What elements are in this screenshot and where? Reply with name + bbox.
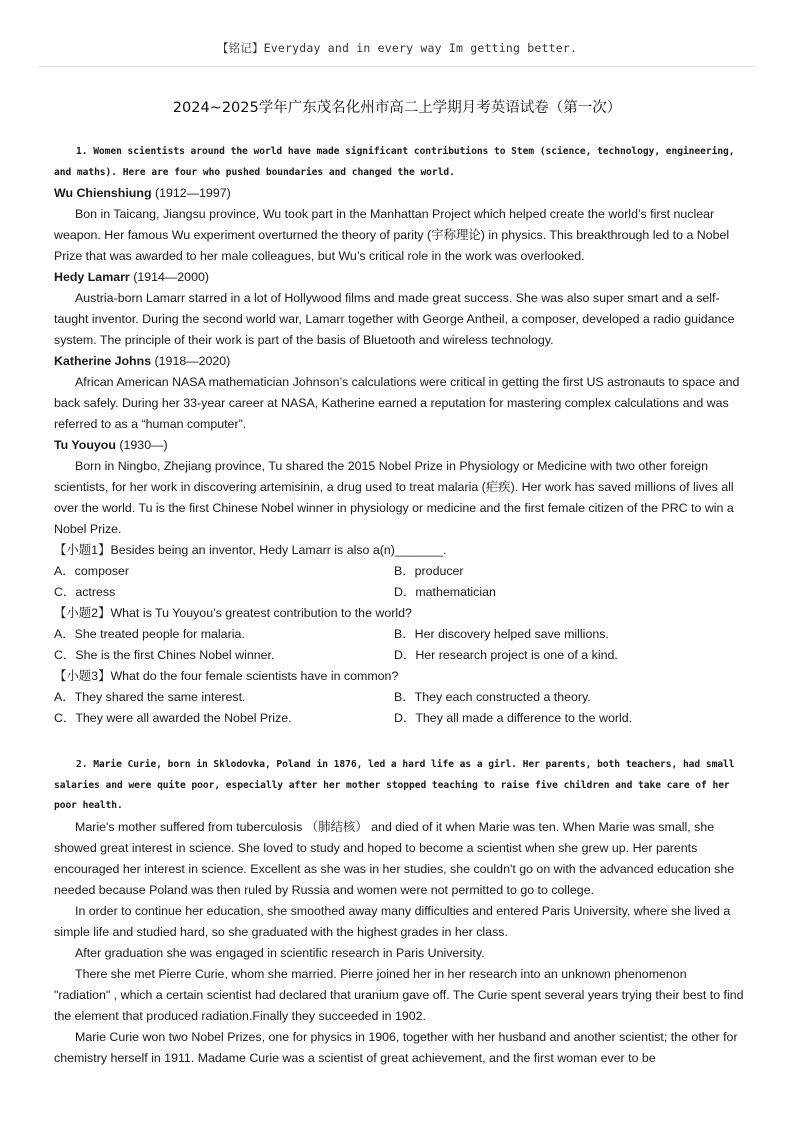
option-row bbox=[54, 561, 744, 582]
passage2-intro bbox=[54, 755, 744, 817]
question-stem: 【小题1】Besides being an inventor, Hedy Lamarr is also a(n)_______. bbox=[54, 543, 447, 557]
option-d: D．mathematician bbox=[394, 585, 496, 599]
question-stem: 【小题3】What do the four female scientists have in common? bbox=[54, 669, 399, 683]
option-a: A．They shared the same interest. bbox=[54, 690, 246, 704]
person-heading bbox=[54, 183, 744, 204]
person-name: Wu Chienshiung bbox=[54, 186, 152, 200]
option-row bbox=[54, 708, 744, 729]
option-d: D．They all made a difference to the world. bbox=[394, 711, 633, 725]
passage1-intro bbox=[54, 142, 744, 183]
passage1-intro-text: Women scientists around the world have made significant contributions to Stem (science, technology, engineering, and maths). Here are four who pushed boundaries and changed the world. bbox=[54, 146, 735, 178]
option-row bbox=[54, 645, 744, 666]
option-c: C．They were all awarded the Nobel Prize. bbox=[54, 711, 292, 725]
option-row bbox=[54, 687, 744, 708]
person-years: (1912—1997) bbox=[151, 186, 231, 200]
person-heading bbox=[54, 435, 744, 456]
page-title: 2024~2025学年广东茂名化州市高二上学期月考英语试卷（第一次） bbox=[172, 100, 622, 116]
option-c: C．actress bbox=[54, 585, 116, 599]
page-header-motto: 【铭记】Everyday and in every way Im getting better. bbox=[216, 41, 578, 55]
person-paragraph: African American NASA mathematician Johnson’s calculations were critical in getting the first US astronauts to space and back safely. During her 33-year career at NASA, Katherine earned a reputation for mastering complex calculations and was referred to as a “human computer”. bbox=[54, 375, 740, 431]
option-row bbox=[54, 624, 744, 645]
header-divider bbox=[38, 66, 756, 67]
person-paragraph: Austria-born Lamarr starred in a lot of Hollywood films and made great success. She was also super smart and a self-taught inventor. During the second world war, Lamarr together with George Antheil, a composer, developed a radio guidance system. The principle of their work is part of the basis of Bluetooth and wireless technology. bbox=[54, 291, 735, 347]
section-spacer bbox=[54, 729, 744, 755]
option-d: D．Her research project is one of a kind. bbox=[394, 648, 618, 662]
person-heading bbox=[54, 351, 744, 372]
person-name: Tu Youyou bbox=[54, 438, 116, 452]
person-name: Katherine Johns bbox=[54, 354, 152, 368]
option-b: B．producer bbox=[394, 564, 464, 578]
passage2-paragraph: Marie Curie won two Nobel Prizes, one for physics in 1906, together with her husband and another scientist; the other for chemistry herself in 1911. Madame Curie was a scientist of great achievement, and the first woman ever to be bbox=[54, 1029, 738, 1065]
passage2-paragraph: After graduation she was engaged in scientific research in Paris University. bbox=[75, 945, 485, 960]
passage1-number: 1. bbox=[76, 146, 88, 157]
passage2-intro-text: Marie Curie, born in Sklodovka, Poland in 1876, led a hard life as a girl. Her parents, both teachers, had small salaries and were quite poor, especially after her mother stopped teaching to raise five children and take care of her poor health. bbox=[54, 759, 735, 811]
passage2-number: 2. bbox=[76, 759, 88, 770]
question-stem: 【小题2】What is Tu Youyou’s greatest contribution to the world? bbox=[54, 606, 412, 620]
option-c: C．She is the first Chines Nobel winner. bbox=[54, 648, 275, 662]
document-body bbox=[54, 142, 744, 1069]
option-b: B．Her discovery helped save millions. bbox=[394, 627, 609, 641]
person-name: Hedy Lamarr bbox=[54, 270, 130, 284]
option-a: A．She treated people for malaria. bbox=[54, 627, 245, 641]
person-years: (1918—2020) bbox=[151, 354, 231, 368]
passage2-paragraph: In order to continue her education, she smoothed away many difficulties and entered Paris University, where she lived a simple life and studied hard, so she graduated with the highest grades in her class. bbox=[54, 903, 731, 939]
passage2-paragraph: Marie's mother suffered from tuberculosis （肺结核） and died of it when Marie was ten. When Marie was small, she showed great interest in science. She loved to study and hoped to become a scientist when she grew up. Her parents encouraged her interest in science. Excellent as she was in her studies, she couldn't go on with the advanced education she needed because Poland was then ruled by Russia and women were not permitted to go to college. bbox=[54, 819, 735, 897]
passage2-paragraph: There she met Pierre Curie, whom she married. Pierre joined her in her research into an unknown phenomenon "radiation" , which a certain scientist had declared that uranium gave off. The Curie spent several years trying their best to find the element that produced radiation.Finally they succeeded in 1902. bbox=[54, 966, 744, 1023]
person-paragraph: Bon in Taicang, Jiangsu province, Wu took part in the Manhattan Project which helped create the world’s first nuclear weapon. Her famous Wu experiment overturned the theory of parity (宇称理论) in physics. This breakthrough led to a Nobel Prize that was awarded to her male colleagues, but Wu’s critical role in the work was overlooked. bbox=[54, 207, 730, 263]
person-heading bbox=[54, 267, 744, 288]
option-row bbox=[54, 582, 744, 603]
person-paragraph: Born in Ningbo, Zhejiang province, Tu shared the 2015 Nobel Prize in Physiology or Medicine with two other foreign scientists, for her work in discovering artemisinin, a drug used to treat malaria (疟疾). Her work has saved millions of lives all over the world. Tu is the first Chinese Nobel winner in physiology or medicine and the first female citizen of the PRC to win a Nobel Prize. bbox=[54, 459, 734, 536]
option-a: A．composer bbox=[54, 564, 130, 578]
option-b: B．They each constructed a theory. bbox=[394, 690, 591, 704]
person-years: (1930—) bbox=[115, 438, 168, 452]
person-years: (1914—2000) bbox=[129, 270, 209, 284]
